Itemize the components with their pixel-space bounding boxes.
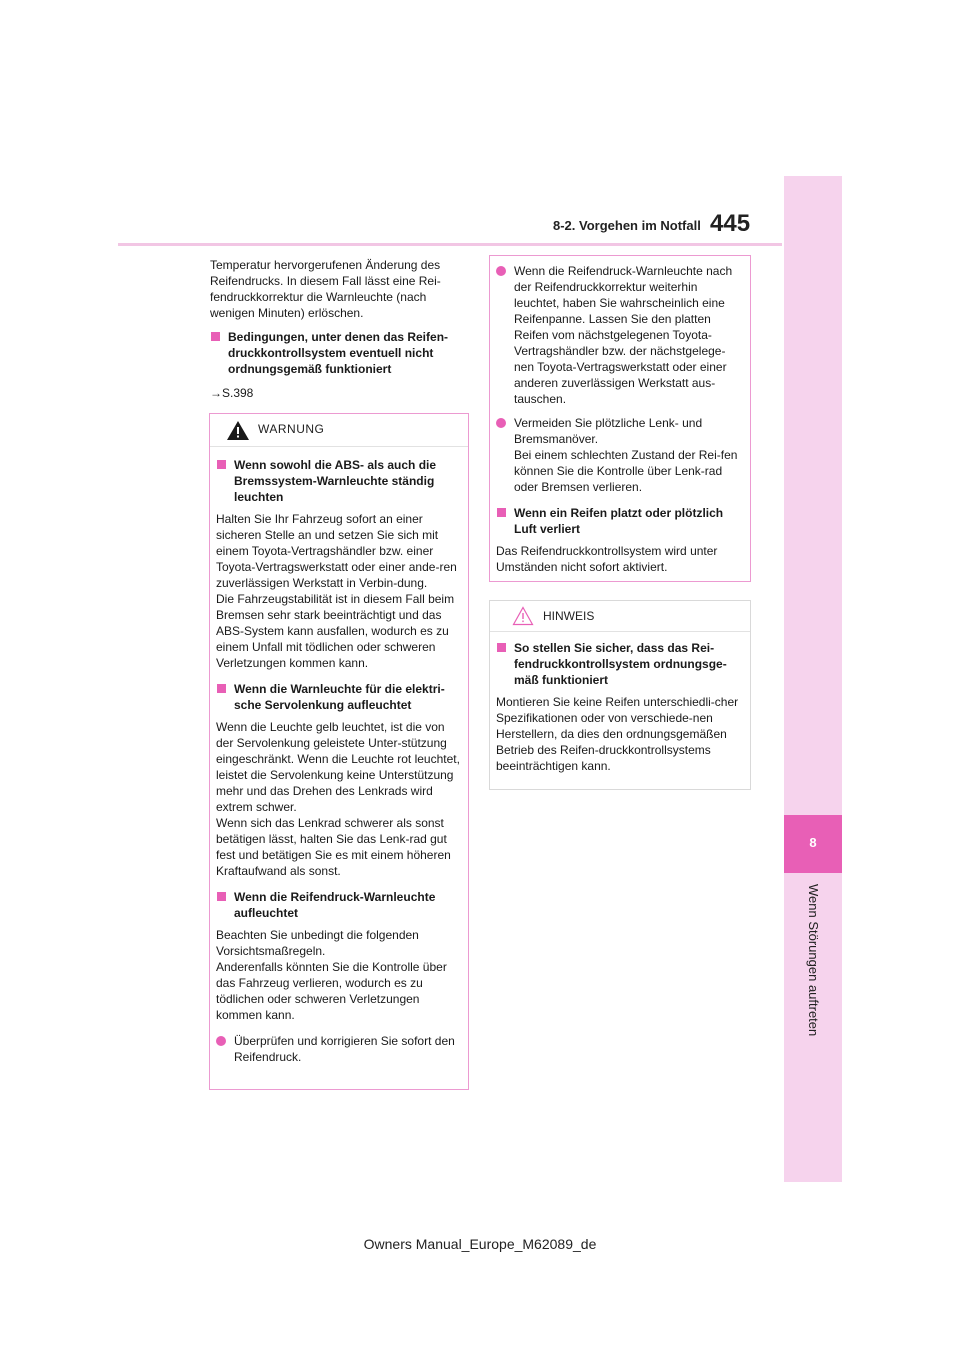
warning-bullet-text: Überprüfen und korrigieren Sie sofort den Reifendruck. (234, 1034, 455, 1064)
square-bullet-icon (217, 892, 226, 901)
continuation-bullet-text: Wenn die Reifendruck-Warnleuchte nach der Reifendruckkorrektur weiterhin leuchtet, haben Sie wahrscheinlich eine Reifenpanne. Lassen Sie den platten Reifen vom nächstgelegenen Toyota-Vertragshändler bzw. der nächstgelege-nen Toyota-Vertragswerkstatt oder einer anderen zuverlässigen Werkstatt aus-tauschen. (514, 264, 733, 406)
hint-heading-text: So stellen Sie sicher, dass das Rei-fendruckkontrollsystem ordnungsge-mäß funktioniert (514, 641, 727, 687)
hint-box (489, 600, 751, 790)
header-rule (118, 243, 782, 246)
page-number: 445 (710, 210, 751, 237)
hint-text: Montieren Sie keine Reifen unterschiedli-cher Spezifikationen oder von verschiede-nen Herstellern, da dies den ordnungsgemäßen Betrieb des Reifen-druckkontrollsystems beeinträchtigen kann. (496, 695, 739, 773)
intro-text: Temperatur hervorgerufenen Änderung des Reifendrucks. In diesem Fall lässt eine Rei-fendruckkorrektur die Warnleuchte (nach wenigen Minuten) erlöschen. (210, 258, 441, 320)
round-bullet-icon (216, 1036, 226, 1046)
warning-section-text: Wenn die Leuchte gelb leuchtet, ist die von der Servolenkung geleistete Unter-stützung eingeschränkt. Wenn die Leuchte rot leuchtet, leistet die Servolenkung keine Unterstützung mehr und das Drehen des Lenkrads wird extrem schwer. Wenn sich das Lenkrad schwerer als sonst betätigen lässt, halten Sie das Lenk-rad gut fest und betätigen Sie es mit einem höheren Kraftaufwand als sonst. (216, 720, 460, 878)
square-bullet-icon (497, 508, 506, 517)
hint-heading (496, 640, 744, 688)
continuation-text: Das Reifendruckkontrollsystem wird unter Umständen nicht sofort aktiviert. (496, 544, 718, 574)
warning-section-heading (216, 457, 462, 505)
warning-header (210, 414, 468, 447)
continuation-heading-text: Wenn ein Reifen platzt oder plötzlich Luft verliert (514, 506, 724, 536)
continuation-bullet-text: Vermeiden Sie plötzliche Lenk- und Bremsmanöver. Bei einem schlechten Zustand der Rei-fen können Sie die Kontrolle über Lenk-rad oder Bremsen verlieren. (514, 416, 738, 494)
round-bullet-icon (496, 418, 506, 428)
warning-box (209, 413, 469, 1090)
warning-section-heading (216, 681, 462, 713)
warning-section-text: Beachten Sie unbedingt die folgenden Vorsichtsmaßregeln. Anderenfalls könnten Sie die Kontrolle über das Fahrzeug verlieren, wodurch es zu tödlichen oder schweren Verletzungen kommen kann. (216, 928, 447, 1022)
section-title: 8-2. Vorgehen im Notfall (553, 218, 701, 233)
warning-bullet (216, 1033, 462, 1065)
warning-section-heading-text: Wenn die Warnleuchte für die elektri-sche Servolenkung aufleuchtet (234, 682, 445, 712)
square-bullet-icon (217, 684, 226, 693)
footer-text: Owners Manual_Europe_M62089_de (363, 1236, 597, 1252)
round-bullet-icon (496, 266, 506, 276)
warning-section-heading-text: Wenn die Reifendruck-Warnleuchte aufleuchtet (234, 890, 436, 920)
warning-section-heading (216, 889, 462, 921)
warning-title: WARNUNG (258, 422, 325, 436)
chapter-number: 8 (809, 835, 817, 850)
warning-continuation-box (489, 255, 751, 582)
chapter-label: Wenn Störungen auftreten (806, 884, 821, 1037)
warning-section-heading-text: Wenn sowohl die ABS- als auch die Bremssystem-Warnleuchte ständig leuchten (234, 458, 437, 504)
square-bullet-icon (217, 460, 226, 469)
left-intro (210, 257, 468, 401)
conditions-heading-text: Bedingungen, unter denen das Reifen-druckkontrollsystem eventuell nicht ordnungsgemäß funktioniert (228, 330, 449, 376)
caution-triangle-icon (512, 606, 534, 626)
hint-title: HINWEIS (543, 609, 595, 623)
square-bullet-icon (497, 643, 506, 652)
hint-header (490, 601, 750, 632)
conditions-heading (210, 329, 468, 377)
continuation-heading (496, 505, 744, 537)
warning-triangle-icon (226, 420, 250, 441)
page-reference: →S.398 (210, 386, 254, 400)
square-bullet-icon (211, 332, 220, 341)
continuation-bullet (496, 415, 744, 495)
continuation-bullet (496, 263, 744, 407)
warning-section-text: Halten Sie Ihr Fahrzeug sofort an einer sicheren Stelle an und setzen Sie sich mit einem Toyota-Vertragshändler bzw. einer Toyota-Vertragswerkstatt oder einer ande-ren zuverlässigen Werkstatt in Verbin-dung. Die Fahrzeugstabilität ist in diesem Fall beim Bremsen sehr stark beeinträchtigt und das ABS-System kann ausfallen, wodurch es zu einem Unfall mit tödlichen oder schweren Verletzungen kommen kann. (216, 512, 457, 670)
